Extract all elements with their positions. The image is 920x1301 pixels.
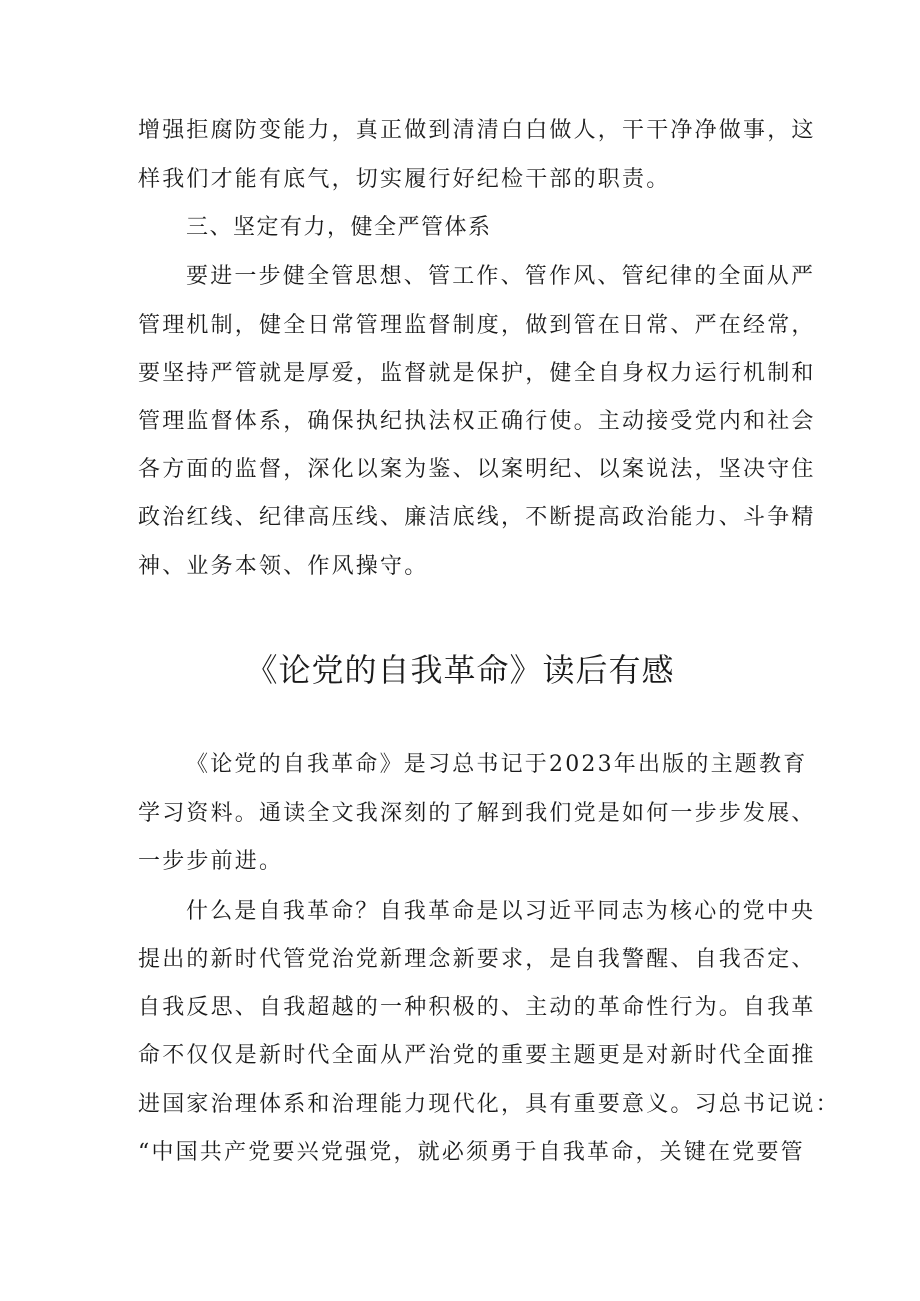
body-text-line: 政治红线、纪律高压线、廉洁底线，不断提高政治能力、斗争精 <box>138 505 816 530</box>
body-text-line: 各方面的监督，深化以案为鉴、以案明纪、以案说法，坚决守住 <box>138 457 816 482</box>
body-text-line: 命不仅仅是新时代全面从严治党的重要主题更是对新时代全面推 <box>138 1043 816 1068</box>
article-title: 《论党的自我革命》读后有感 <box>245 651 675 689</box>
body-text-line: 一步步前进。 <box>138 849 284 874</box>
body-text-line: “中国共产党要兴党强党，就必须勇于自我革命，关键在党要管 <box>138 1140 805 1165</box>
body-text-line: 样我们才能有底气，切实履行好纪检干部的职责。 <box>138 167 671 192</box>
body-text-line: 要坚持严管就是厚爱，监督就是保护，健全自身权力运行机制和 <box>138 361 816 386</box>
body-text-line: 进国家治理体系和治理能力现代化，具有重要意义。习总书记说： <box>138 1092 840 1117</box>
body-text-line: 自我反思、自我超越的一种积极的、主动的革命性行为。自我革 <box>138 995 816 1020</box>
section-heading: 三、坚定有力，健全严管体系 <box>186 215 492 240</box>
body-text-line: 要进一步健全管思想、管工作、管作风、管纪律的全面从严 <box>186 264 816 289</box>
body-text-line: 神、业务本领、作风操守。 <box>138 554 429 579</box>
body-text-line: 什么是自我革命？自我革命是以习近平同志为核心的党中央 <box>186 899 816 924</box>
body-text-line: 管理监督体系，确保执纪执法权正确行使。主动接受党内和社会 <box>138 409 816 434</box>
body-text-line: 《论党的自我革命》是习总书记于2023年出版的主题教育 <box>186 752 808 777</box>
body-text-line: 提出的新时代管党治党新理念新要求，是自我警醒、自我否定、 <box>138 947 816 972</box>
body-text-line: 增强拒腐防变能力，真正做到清清白白做人，干干净净做事，这 <box>138 118 816 143</box>
body-text-line: 学习资料。通读全文我深刻的了解到我们党是如何一步步发展、 <box>138 801 816 826</box>
body-text-line: 管理机制，健全日常管理监督制度，做到管在日常、严在经常， <box>138 313 816 338</box>
